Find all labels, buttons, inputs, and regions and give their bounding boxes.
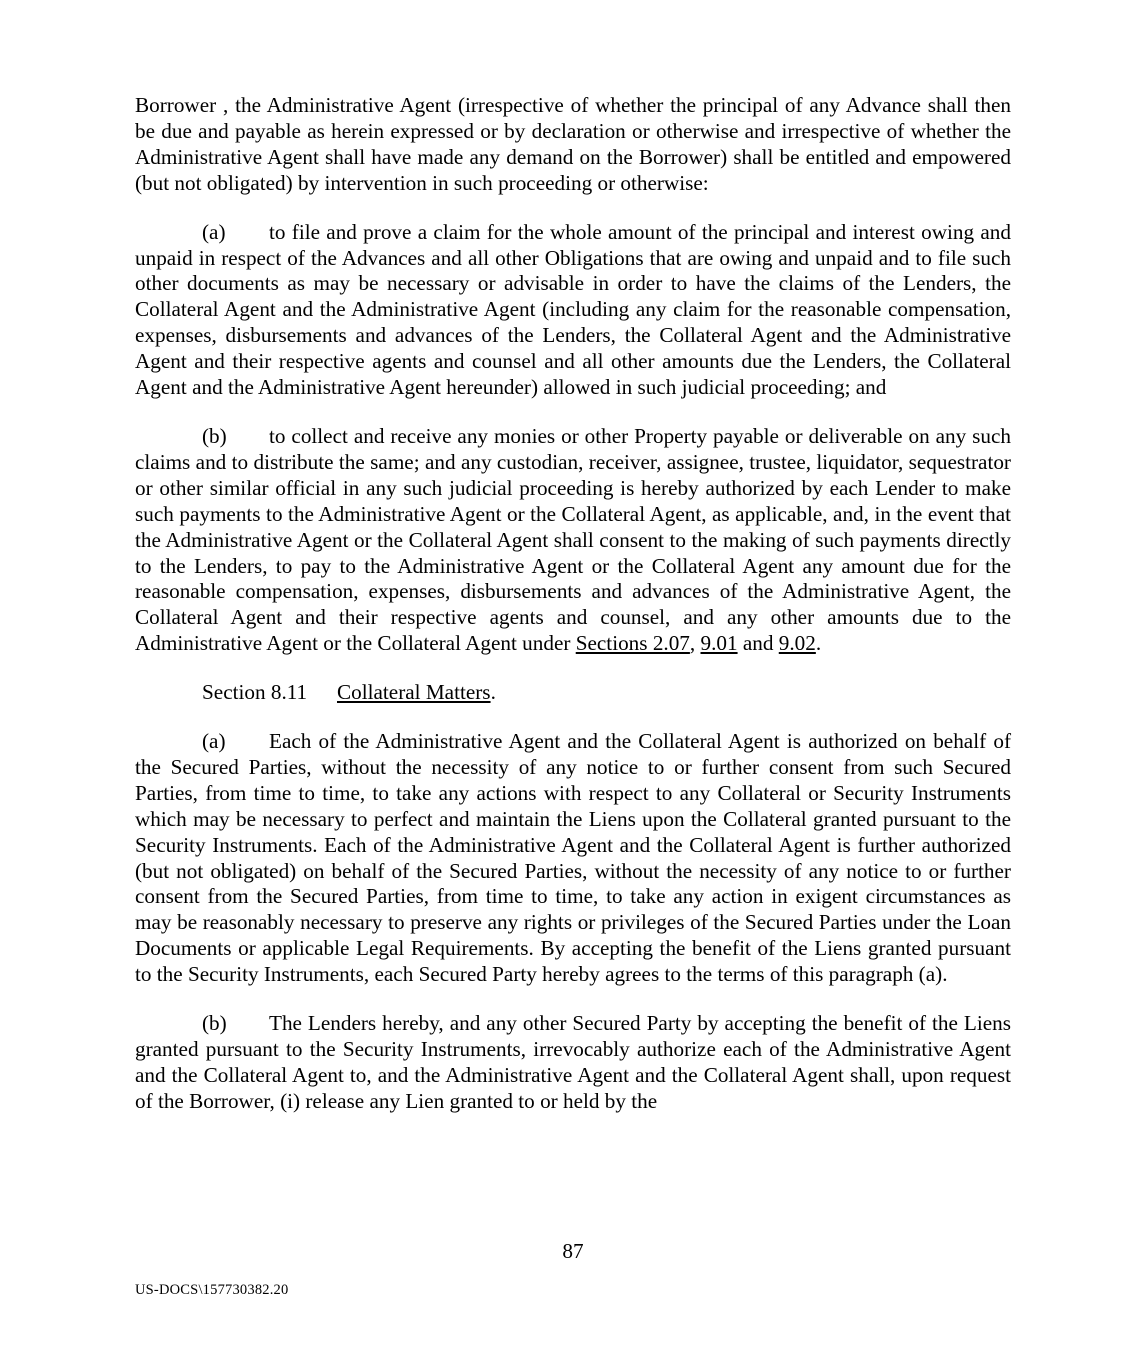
section-reference-9-02: 9.02 bbox=[778, 631, 816, 656]
document-page bbox=[135, 93, 1011, 1138]
document-id: US-DOCS\157730382.20 bbox=[135, 1282, 289, 1298]
clause-a-text: to file and prove a claim for the whole amount of the principal and interest owing and unpaid in respect of the Advances and all other Obligations that are owing and unpaid and to file such other documents as may be necessary or advisable in order to have the claims of the Lenders, the Collateral Agent and the Administrative Agent (including any claim for the reasonable compensation, expenses, disbursements and advances of the Lenders, the Collateral Agent and the Administrative Agent and their respective agents and counsel and all other amounts due the Lenders, the Collateral Agent and the Administrative Agent hereunder) allowed in such judicial proceeding; and bbox=[135, 219, 1011, 400]
section-reference-9-01: 9.01 bbox=[700, 631, 738, 656]
clause-b-end: . bbox=[815, 631, 822, 656]
clause-a-paragraph bbox=[135, 220, 1011, 401]
clause-b-text: to collect and receive any monies or other Property payable or deliverable on any such claims and to distribute the same; and any custodian, receiver, assignee, trustee, liquidator, sequestrator or other similar official in any such judicial proceeding is hereby authorized by each Lender to make such payments to the Administrative Agent or the Collateral Agent, as applicable, and, in the event that the Administrative Agent or the Collateral Agent shall consent to the making of such payments directly to the Lenders, to pay to the Administrative Agent or the Collateral Agent any amount due for the reasonable compensation, expenses, disbursements and advances of the Administrative Agent, the Collateral Agent and their respective agents and counsel, and any other amounts due to the Administrative Agent or the Collateral Agent under bbox=[135, 423, 1011, 656]
section-clause-a-label: (a) bbox=[202, 729, 226, 754]
section-clause-b-text: The Lenders hereby, and any other Secured Party by accepting the benefit of the Liens granted pursuant to the Security Instruments, irrevocably authorize each of the Administrative Agent and the Collateral Agent to, and the Administrative Agent and the Collateral Agent shall, upon request of the Borrower, (i) release any Lien granted to or held by the bbox=[135, 1011, 1011, 1113]
section-number: Section 8.11 bbox=[202, 680, 308, 705]
section-clause-b-label: (b) bbox=[202, 1011, 227, 1036]
section-title: Collateral Matters bbox=[337, 680, 491, 705]
section-title-end: . bbox=[490, 680, 496, 705]
section-clause-a-paragraph bbox=[135, 729, 1011, 988]
intro-paragraph: Borrower , the Administrative Agent (irrespective of whether the principal of any Advance shall then be due and payable as herein expressed or by declaration or otherwise and irrespective of whether the Administrative Agent shall have made any demand on the Borrower) shall be entitled and empowered (but not obligated) by intervention in such proceeding or otherwise: bbox=[135, 93, 1011, 195]
section-heading bbox=[135, 680, 1011, 706]
reference-separator: , bbox=[689, 631, 701, 656]
clause-a-label: (a) bbox=[202, 219, 226, 244]
clause-b-label: (b) bbox=[202, 423, 227, 448]
section-reference-2-07: Sections 2.07 bbox=[575, 631, 690, 656]
section-clause-b-paragraph bbox=[135, 1011, 1011, 1115]
reference-separator: and bbox=[737, 631, 779, 656]
section-clause-a-text: Each of the Administrative Agent and the Collateral Agent is authorized on behalf of the Secured Parties, without the necessity of any notice to or further consent from such Secured Parties, from time to time, to take any actions with respect to any Collateral or Security Instruments which may be necessary to perfect and maintain the Liens upon the Collateral granted pursuant to the Security Instruments. Each of the Administrative Agent and the Collateral Agent is further authorized (but not obligated) on behalf of the Secured Parties, without the necessity of any notice to or further consent from the Secured Parties, from time to time, to take any action in exigent circumstances as may be reasonably necessary to preserve any rights or privileges of the Secured Parties under the Loan Documents or applicable Legal Requirements. By accepting the benefit of the Liens granted pursuant to the Security Instruments, each Secured Party hereby agrees to the terms of this paragraph (a). bbox=[135, 729, 1011, 987]
page-number: 87 bbox=[562, 1239, 584, 1263]
clause-b-paragraph bbox=[135, 424, 1011, 657]
